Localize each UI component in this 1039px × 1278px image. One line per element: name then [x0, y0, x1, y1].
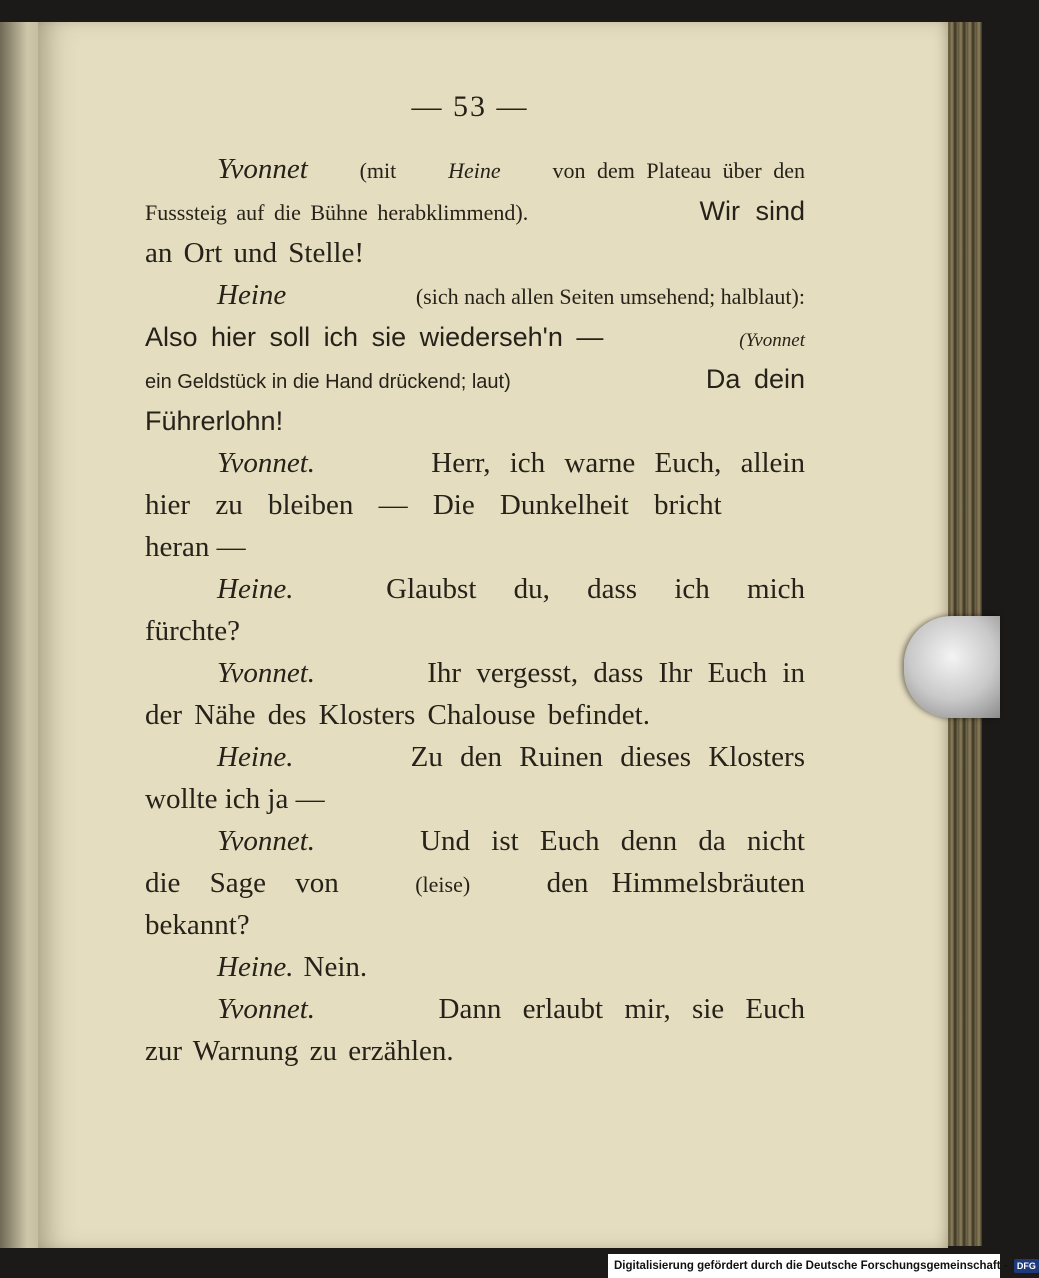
dialogue-text: Ihr vergesst, dass Ihr Euch in: [427, 657, 805, 689]
speaker-name: Heine.: [217, 573, 294, 605]
dialogue-text: der Nähe des Klosters Chalouse befindet.: [145, 699, 650, 731]
text-line: [145, 862, 805, 904]
footer-text: Digitalisierung gefördert durch die Deutsche Forschungsgemeinschaft -: [614, 1260, 1008, 1272]
text-line: [145, 610, 805, 652]
stage-direction: Fusssteig auf die Bühne herabklimmend).: [145, 200, 529, 225]
text-line: [145, 484, 805, 526]
dialogue-text: heran —: [145, 531, 246, 563]
dialogue-text: den Himmelsbräuten: [546, 867, 805, 899]
stage-direction: ein Geldstück in die Hand drückend; laut): [145, 371, 511, 393]
dialogue-text: Also hier soll ich sie wiederseh'n —: [145, 322, 604, 352]
text-line: [145, 568, 805, 610]
speaker-name: Heine.: [217, 741, 294, 773]
stage-direction: (leise): [415, 872, 471, 897]
dialogue-text: Glaubst du, dass ich mich: [386, 573, 805, 605]
page-number: — 53 —: [411, 90, 529, 123]
dialogue-text: wollte ich ja —: [145, 783, 325, 815]
stage-direction: (Yvonnet: [739, 330, 805, 351]
text-line: [145, 778, 805, 820]
stage-direction: von dem Plateau über den: [552, 158, 805, 183]
speaker-name: Yvonnet.: [217, 447, 316, 479]
speaker-name: Yvonnet.: [217, 993, 316, 1025]
text-line: [145, 652, 805, 694]
text-line: [145, 904, 805, 946]
dialogue-text: Zu den Ruinen dieses Klosters: [410, 741, 805, 773]
dialogue-text: zur Warnung zu erzählen.: [145, 1035, 454, 1067]
dialogue-text: Herr, ich warne Euch, allein: [431, 447, 805, 479]
dialogue-text: hier zu bleiben — Die Dunkelheit bricht: [145, 489, 722, 521]
dialogue-text: Nein.: [303, 951, 368, 983]
dialogue-text: Dann erlaubt mir, sie Euch: [438, 993, 805, 1025]
stage-direction: (mit: [359, 158, 397, 183]
text-line: [145, 820, 805, 862]
dialogue-text: Wir sind: [699, 196, 805, 226]
text-line: [145, 148, 805, 190]
dialogue-text: Führerlohn!: [145, 406, 284, 436]
text-line: [145, 442, 805, 484]
text-line: [145, 232, 805, 274]
page-text: [145, 148, 805, 1072]
text-line: [145, 316, 805, 358]
dialogue-text: Da dein: [705, 364, 805, 394]
funding-footer: [608, 1254, 1036, 1278]
speaker-name: Yvonnet: [217, 153, 308, 185]
speaker-name: Heine: [217, 279, 287, 311]
dialogue-text: an Ort und Stelle!: [145, 237, 364, 269]
speaker-name: Yvonnet.: [217, 825, 316, 857]
text-line: [145, 1030, 805, 1072]
dialogue-text: Und ist Euch denn da nicht: [420, 825, 805, 857]
dialogue-text: fürchte?: [145, 615, 240, 647]
text-line: [145, 274, 805, 316]
text-line: [145, 946, 805, 988]
text-line: [145, 694, 805, 736]
text-line: [145, 736, 805, 778]
speaker-name: Yvonnet.: [217, 657, 316, 689]
text-line: [145, 526, 805, 568]
stage-direction: Heine: [448, 158, 501, 183]
text-line: [145, 988, 805, 1030]
dialogue-text: die Sage von: [145, 867, 339, 899]
text-line: [145, 400, 805, 442]
dfg-logo-icon: DFG: [1014, 1259, 1039, 1273]
text-line: [145, 358, 805, 400]
dialogue-text: bekannt?: [145, 909, 250, 941]
stage-direction: (sich nach allen Seiten umsehend; halblaut):: [415, 284, 805, 309]
text-line: [145, 190, 805, 232]
speaker-name: Heine.: [217, 951, 294, 983]
thumb-index-tab: [904, 616, 1000, 718]
